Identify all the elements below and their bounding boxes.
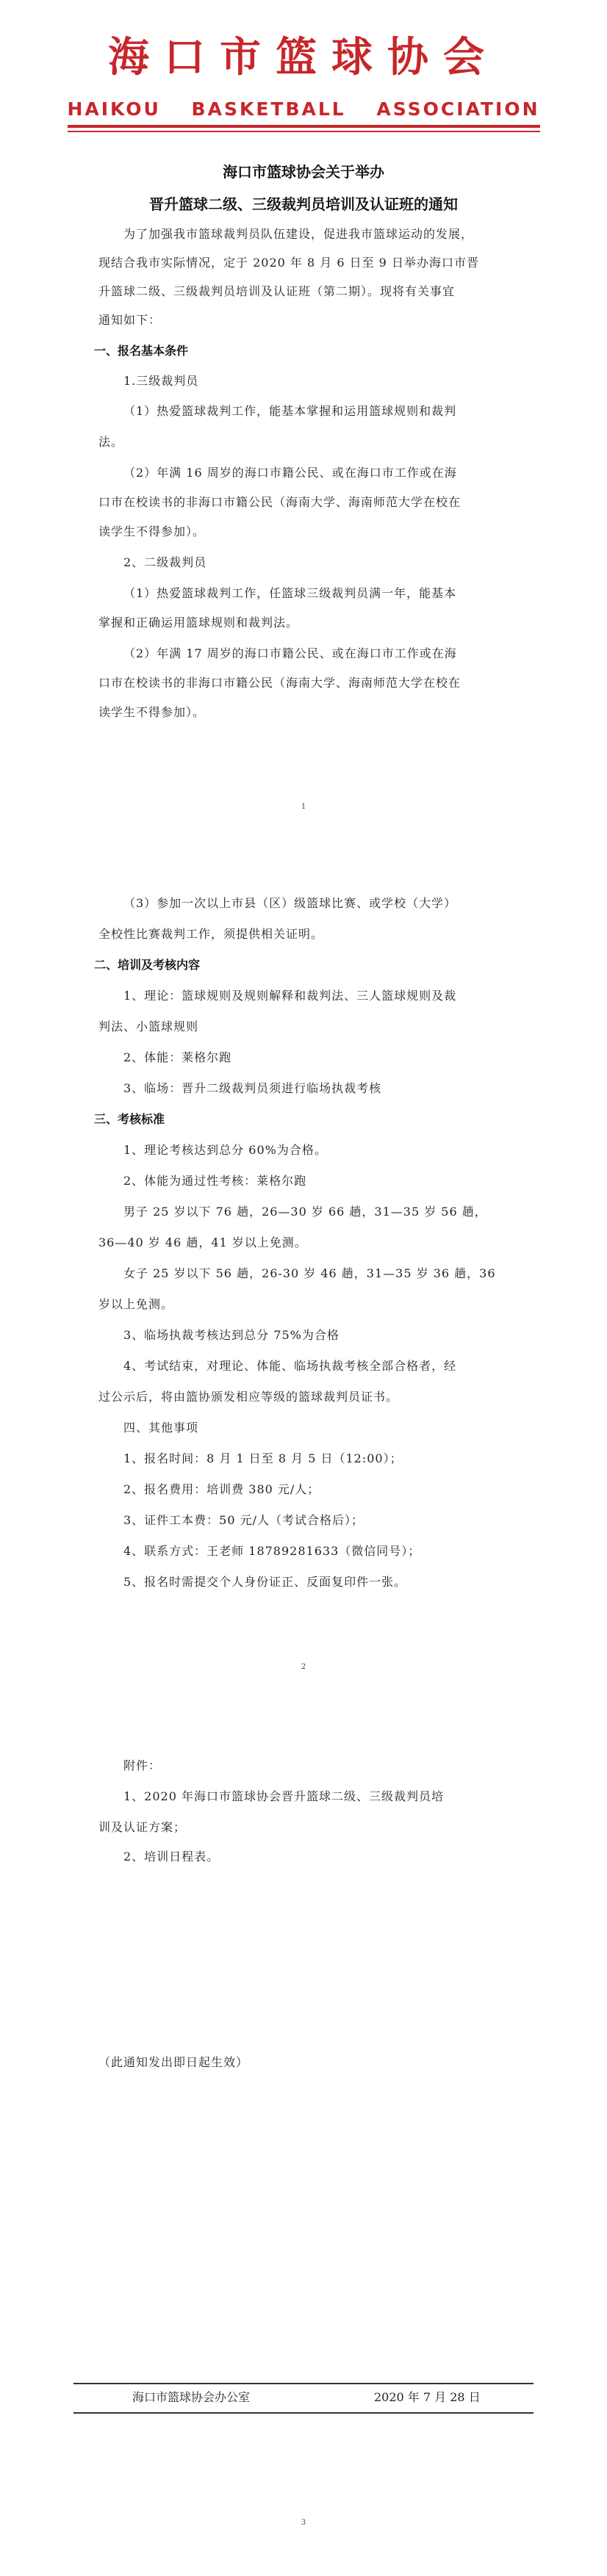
intro-line: 为了加强我市篮球裁判员队伍建设，促进我市篮球运动的发展， <box>123 227 474 241</box>
paragraph-line: 判法、小篮球规则 <box>98 1020 199 1033</box>
paragraph-line: 读学生不得参加）。 <box>98 705 206 719</box>
attachment-item: 2、培训日程表。 <box>123 1850 220 1864</box>
intro-line: 通知如下： <box>98 313 162 327</box>
paragraph-line: 读学生不得参加）。 <box>98 524 206 538</box>
section-heading: 三、考核标准 <box>94 1112 165 1126</box>
paragraph-line: 1、理论考核达到总分 60%为合格。 <box>123 1143 327 1157</box>
paragraph-line: 口市在校读书的非海口市籍公民（海南大学、海南师范大学在校在 <box>98 495 461 509</box>
letterhead-rule-thick <box>68 125 540 128</box>
paragraph-line: 3、临场：晋升二级裁判员须进行临场执裁考核 <box>123 1081 382 1095</box>
intro-line: 升篮球二级、三级裁判员培训及认证班（第二期）。现将有关事宜 <box>98 284 456 298</box>
footer-rule-top <box>73 2383 534 2384</box>
section-heading: 一、报名基本条件 <box>94 344 189 358</box>
letterhead-title-cn: 海口市篮球协会 <box>108 34 499 82</box>
paragraph-line: 2、报名费用：培训费 380 元/人； <box>123 1482 320 1496</box>
attachment-item: 1、2020 年海口市篮球协会晋升篮球二级、三级裁判员培 <box>123 1789 444 1803</box>
footer-issuer: 海口市篮球协会办公室 <box>132 2390 251 2404</box>
page-number: 3 <box>301 2519 306 2527</box>
page-number: 1 <box>301 803 306 811</box>
section-heading-plain: 四、其他事项 <box>123 1421 199 1435</box>
paragraph-line: 岁以上免测。 <box>98 1297 174 1311</box>
paragraph-line: 掌握和正确运用篮球规则和裁判法。 <box>98 616 299 629</box>
letterhead-title-en: HAIKOU BASKETBALL ASSOCIATION <box>67 98 540 120</box>
paragraph-line: （1）热爱篮球裁判工作，任篮球三级裁判员满一年，能基本 <box>123 586 457 600</box>
intro-line: 现结合我市实际情况，定于 2020 年 8 月 6 日至 9 日举办海口市晋 <box>98 256 479 270</box>
paragraph-line: 男子 25 岁以下 76 趟，26—30 岁 66 趟，31—35 岁 56 趟， <box>123 1205 487 1219</box>
subheading: 1.三级裁判员 <box>123 374 199 388</box>
attachments-label: 附件： <box>123 1758 162 1772</box>
paragraph-line: 1、理论：篮球规则及规则解释和裁判法、三人篮球规则及裁 <box>123 989 457 1003</box>
paragraph-line: （2）年满 17 周岁的海口市籍公民、或在海口市工作或在海 <box>123 646 457 660</box>
paragraph-line: 2、体能为通过性考核：莱格尔跑 <box>123 1174 307 1188</box>
paragraph-line: 36—40 岁 46 趟，41 岁以上免测。 <box>98 1235 307 1249</box>
paragraph-line: 3、证件工本费：50 元/人（考试合格后）； <box>123 1513 364 1527</box>
footer-rule-bottom <box>73 2412 534 2414</box>
attachment-item: 训及认证方案； <box>98 1820 187 1834</box>
paragraph-line: 女子 25 岁以下 56 趟，26-30 岁 46 趟，31—35 岁 36 趟，36 <box>123 1266 496 1280</box>
effective-note: （此通知发出即日起生效） <box>98 2055 249 2069</box>
paragraph-line: 口市在校读书的非海口市籍公民（海南大学、海南师范大学在校在 <box>98 676 461 690</box>
paragraph-line: 4、联系方式：王老师 18789281633（微信同号）； <box>123 1544 421 1558</box>
subheading: 2、二级裁判员 <box>123 555 207 569</box>
paragraph-line: 1、报名时间：8 月 1 日至 8 月 5 日（12:00）； <box>123 1451 403 1465</box>
notice-title-line1: 海口市篮球协会关于举办 <box>223 163 384 181</box>
notice-title-line2: 晋升篮球二级、三级裁判员培训及认证班的通知 <box>149 195 458 213</box>
paragraph-line: 3、临场执裁考核达到总分 75%为合格 <box>123 1328 340 1342</box>
section-heading: 二、培训及考核内容 <box>94 958 201 972</box>
page-number: 2 <box>301 1663 306 1671</box>
paragraph-line: 5、报名时需提交个人身份证正、反面复印件一张。 <box>123 1575 407 1589</box>
paragraph-line: 全校性比赛裁判工作，须提供相关证明。 <box>98 927 324 941</box>
paragraph-line: （2）年满 16 周岁的海口市籍公民、或在海口市工作或在海 <box>123 466 457 480</box>
paragraph-line: 4、考试结束，对理论、体能、临场执裁考核全部合格者，经 <box>123 1359 457 1373</box>
footer-date: 2020 年 7 月 28 日 <box>374 2390 481 2404</box>
paragraph-line: 过公示后，将由篮协颁发相应等级的篮球裁判员证书。 <box>98 1390 399 1404</box>
paragraph-line: （1）热爱篮球裁判工作，能基本掌握和运用篮球规则和裁判 <box>123 404 457 418</box>
paragraph-line: （3）参加一次以上市县（区）级篮球比赛、或学校（大学） <box>123 896 457 910</box>
paragraph-line: 法。 <box>98 435 124 449</box>
paragraph-line: 2、体能：莱格尔跑 <box>123 1050 232 1064</box>
letterhead-rule-thin <box>68 131 540 132</box>
